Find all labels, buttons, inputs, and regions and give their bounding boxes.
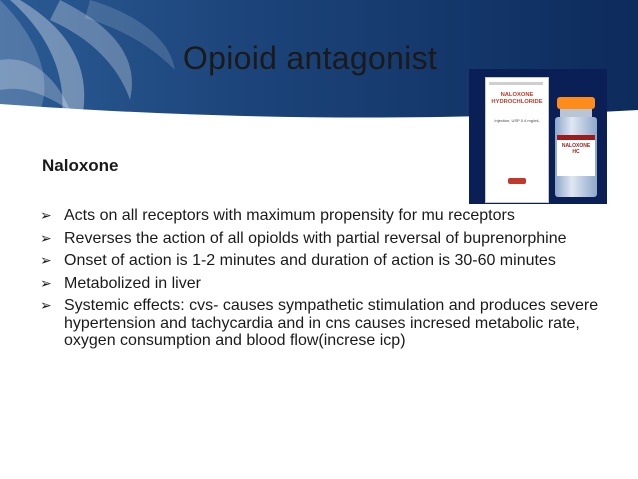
- bullet-item: [40, 275, 610, 293]
- vial-label: NALOXONE HC: [561, 143, 591, 155]
- vial-label-background: [557, 135, 595, 176]
- bullet-text: Acts on all receptors with maximum propensity for mu receptors: [64, 207, 515, 224]
- box-top-stripe: [489, 82, 543, 85]
- arrow-bullet-icon: ➢: [40, 229, 52, 246]
- vial-neck: [560, 109, 592, 117]
- vial-cap: [557, 97, 595, 109]
- section-heading: Naloxone: [42, 156, 119, 175]
- bullet-item: [40, 297, 610, 350]
- box-detail: Injection, USP 0.4 mg/mL: [494, 118, 540, 123]
- slide-title: Opioid antagonist: [182, 40, 438, 76]
- bullet-item: [40, 207, 610, 225]
- manufacturer-logo-icon: [508, 178, 526, 184]
- naloxone-product-image: [469, 69, 607, 204]
- bullet-text: Metabolized in liver: [64, 274, 201, 292]
- bullet-list: [40, 207, 610, 355]
- arrow-bullet-icon: ➢: [40, 274, 52, 291]
- bullet-item: [40, 230, 610, 248]
- box-label: NALOXONE HYDROCHLORIDE: [491, 92, 543, 105]
- arrow-bullet-icon: ➢: [40, 252, 52, 268]
- bullet-text: Reverses the action of all opiolds with partial reversal of buprenorphine: [64, 229, 567, 247]
- bullet-text: Onset of action is 1-2 minutes and duration of action is 30-60 minutes: [64, 252, 556, 269]
- vial: [551, 97, 601, 199]
- medicine-box: [485, 77, 549, 203]
- arrow-bullet-icon: ➢: [40, 297, 52, 313]
- bullet-text: Systemic effects: cvs- causes sympathetic stimulation and produces severe hypertension and tachycardia and in cns causes incresed metabolic rate, oxygen consumption and blood flow(increse icp): [64, 297, 599, 349]
- bullet-item: [40, 252, 610, 270]
- arrow-bullet-icon: ➢: [40, 207, 52, 223]
